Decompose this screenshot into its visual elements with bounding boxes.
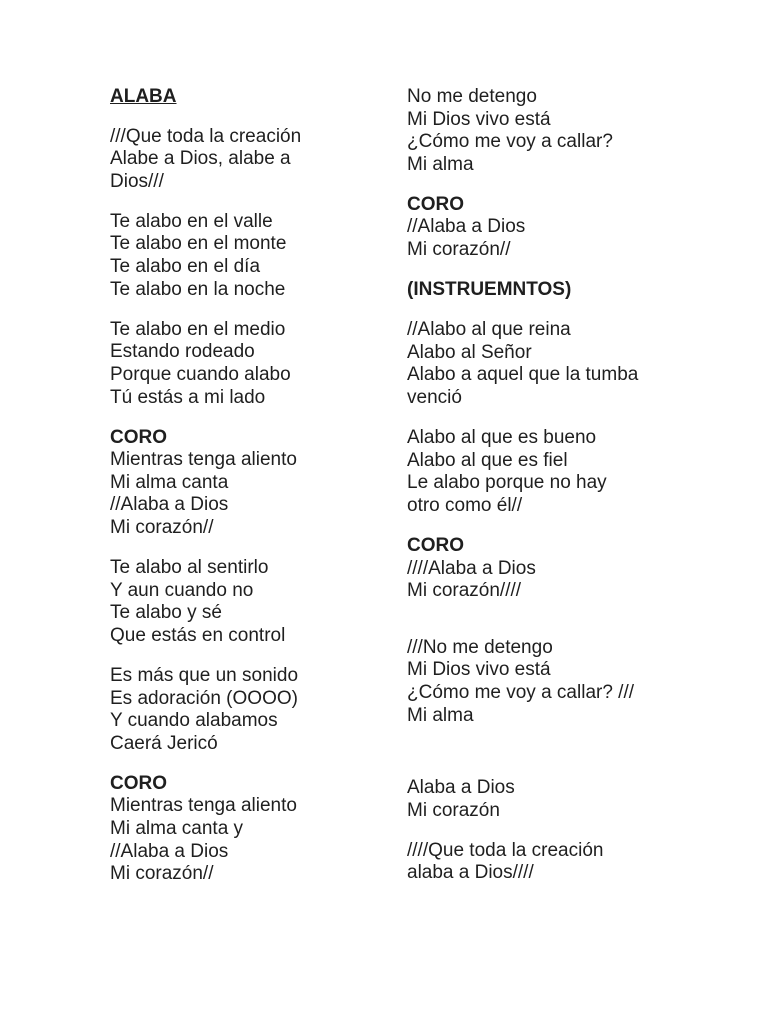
lyric-line: Te alabo en el monte <box>110 233 287 255</box>
lyric-line: ///Que toda la creación <box>110 125 302 147</box>
lyric-line: Mi Dios vivo está <box>407 108 551 130</box>
lyric-line: Mientras tenga aliento <box>110 795 297 817</box>
lyric-line: Mi alma <box>407 704 474 726</box>
chorus-heading: CORO <box>407 535 464 556</box>
lyric-line: ¿Cómo me voy a callar? <box>407 131 613 153</box>
lyric-line: Alabo al Señor <box>407 341 532 363</box>
lyric-line: Te alabo al sentirlo <box>110 557 269 579</box>
chorus-heading: CORO <box>110 426 167 448</box>
verse-block <box>407 637 707 727</box>
lyric-line: Mi corazón//// <box>407 580 522 602</box>
lyric-line: ////Alaba a Dios <box>407 557 536 579</box>
lyric-line: Dios/// <box>110 170 164 192</box>
lyric-line: Te alabo en la noche <box>110 278 286 300</box>
lyric-line: Te alabo en el medio <box>110 318 286 340</box>
chorus-block <box>407 194 707 262</box>
lyric-line: ¿Cómo me voy a callar? /// <box>407 681 635 703</box>
lyric-line: Mi alma canta y <box>110 818 244 840</box>
lyric-line: Caerá Jericó <box>110 732 218 754</box>
chorus-heading: CORO <box>407 193 464 215</box>
lyric-line: Alabo a aquel que la tumba <box>407 364 639 386</box>
lyric-line: //Alaba a Dios <box>407 216 526 238</box>
lyric-line: Mi corazón <box>407 799 500 821</box>
lyric-line: Te alabo en el día <box>110 256 261 278</box>
lyric-line: Estando rodeado <box>110 341 255 363</box>
lyric-line: Mi alma canta <box>110 471 229 493</box>
lyric-line: //Alaba a Dios <box>110 840 229 862</box>
lyric-line: ///No me detengo <box>407 636 553 658</box>
lyric-line: Mi corazón// <box>110 517 214 538</box>
lyric-line: Te alabo en el valle <box>110 210 273 232</box>
left-column <box>110 86 380 903</box>
lyric-line: Mientras tenga aliento <box>110 449 297 471</box>
lyric-line: Mi alma <box>407 153 474 175</box>
song-title: ALABA <box>110 86 177 107</box>
instruments-block <box>407 279 707 302</box>
lyric-line: //Alabo al que reina <box>407 319 571 341</box>
verse-block <box>407 840 707 885</box>
lyric-line: Te alabo y sé <box>110 602 222 624</box>
lyric-line: //Alaba a Dios <box>110 494 229 516</box>
lyric-line: Y aun cuando no <box>110 579 254 601</box>
lyric-line: Mi corazón// <box>407 239 511 261</box>
verse-block <box>110 557 380 647</box>
verse-block <box>407 427 707 517</box>
lyric-line: Tú estás a mi lado <box>110 386 266 408</box>
lyric-line: Y cuando alabamos <box>110 710 278 732</box>
chorus-block <box>407 535 707 603</box>
verse-block <box>110 211 380 301</box>
lyric-line: Alabo al que es bueno <box>407 427 597 449</box>
chorus-block <box>110 773 380 886</box>
lyric-line: Es más que un sonido <box>110 664 299 686</box>
song-title-block <box>110 86 380 109</box>
verse-block <box>110 319 380 409</box>
lyric-line: venció <box>407 387 462 409</box>
lyric-line: Alabo al que es fiel <box>407 449 568 471</box>
verse-block <box>110 665 380 755</box>
lyric-line: Le alabo porque no hay <box>407 472 607 494</box>
lyric-line: alaba a Dios//// <box>407 862 534 884</box>
lyric-line: Porque cuando alabo <box>110 363 291 385</box>
lyric-line: otro como él// <box>407 494 523 516</box>
right-column <box>407 86 707 903</box>
lyric-line: Alabe a Dios, alabe a <box>110 148 291 170</box>
verse-block <box>110 126 380 194</box>
lyric-line: Alaba a Dios <box>407 777 515 799</box>
verse-block <box>407 777 707 822</box>
chorus-heading: CORO <box>110 772 167 794</box>
lyric-line: ////Que toda la creación <box>407 839 604 861</box>
verse-block <box>407 86 707 176</box>
chorus-block <box>110 427 380 540</box>
lyric-line: Mi corazón// <box>110 863 214 885</box>
verse-block <box>407 319 707 409</box>
lyric-line: Que estás en control <box>110 624 286 646</box>
instruments-heading: (INSTRUEMNTOS) <box>407 279 572 301</box>
lyric-line: No me detengo <box>407 86 537 107</box>
lyric-line: Mi Dios vivo está <box>407 659 551 681</box>
lyric-line: Es adoración (OOOO) <box>110 687 298 709</box>
